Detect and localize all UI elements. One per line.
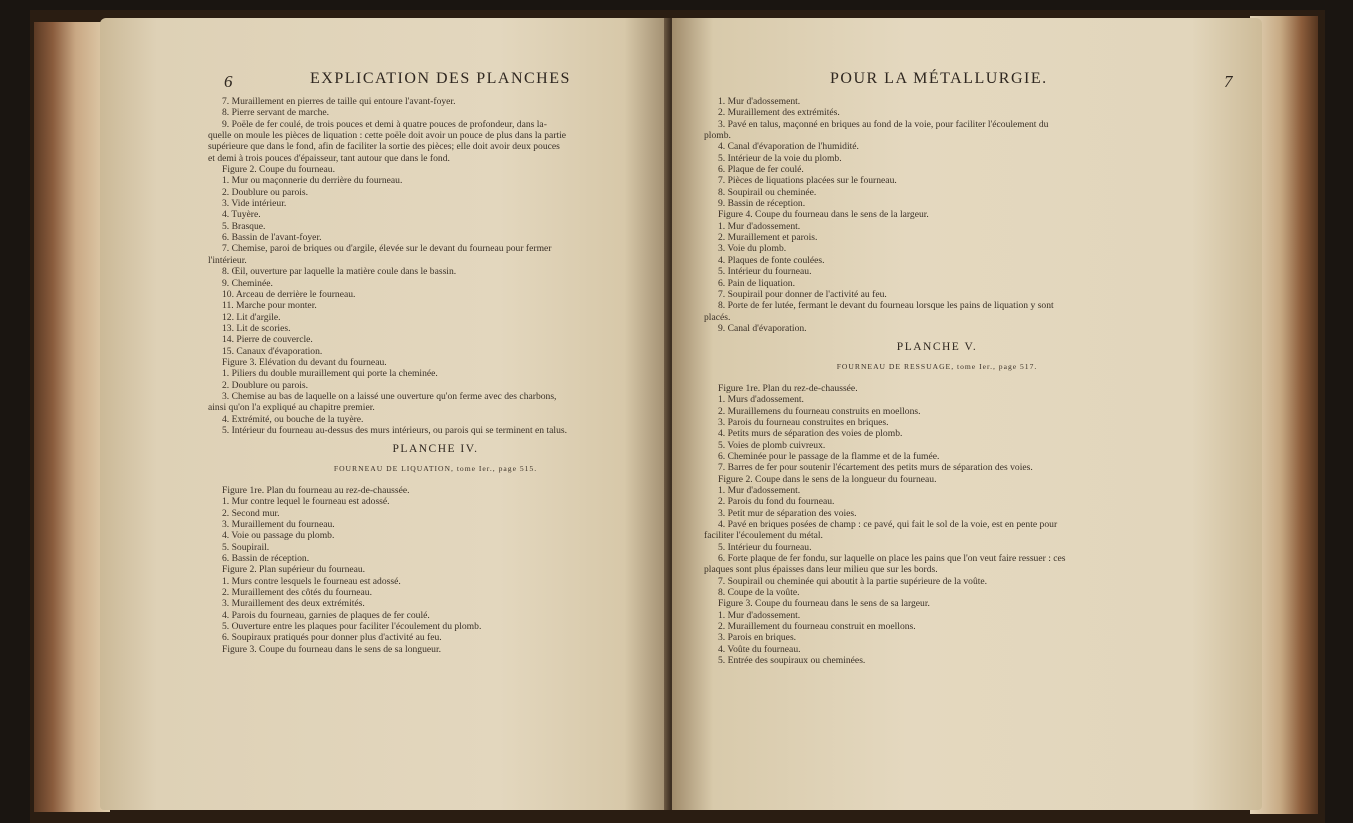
legend-line: 6. Plaque de fer coulé. xyxy=(718,164,804,176)
plate-v-subtitle: FOURNEAU DE RESSUAGE, tome Ier., page 517. xyxy=(836,361,1038,371)
legend-line: 1. Piliers du double muraillement qui porte la cheminée. xyxy=(222,368,438,380)
legend-line: 2. Doublure ou parois. xyxy=(222,379,309,391)
legend-line: 14. Pierre de couvercle. xyxy=(222,334,313,346)
legend-line: 3. Vide intérieur. xyxy=(222,198,287,210)
legend-line: l'intérieur. xyxy=(208,254,247,266)
plate-iv-title: PLANCHE IV. xyxy=(392,444,479,456)
legend-line: 5. Intérieur de la voie du plomb. xyxy=(718,152,842,164)
legend-line: 9. Cheminée. xyxy=(222,277,273,289)
legend-line: quelle on moule les pièces de liquation : cette poële doit avoir un pouce de plus dans la partie xyxy=(208,130,567,142)
legend-line: 4. Voie ou passage du plomb. xyxy=(222,530,335,542)
legend-line: 7. Soupirail pour donner de l'activité au feu. xyxy=(718,288,887,300)
legend-line: 4. Pavé en briques posées de champ : ce pavé, qui fait le sol de la voie, est en pente pour xyxy=(718,519,1058,531)
left-running-header: EXPLICATION DES PLANCHES xyxy=(310,70,571,87)
legend-line: 2. Muraillemens du fourneau construits en moellons. xyxy=(718,405,921,417)
legend-line: Figure 1re. Plan du fourneau au rez-de-chaussée. xyxy=(222,485,410,496)
legend-line: 5. Brasque. xyxy=(222,220,266,232)
legend-line: 3. Voie du plomb. xyxy=(718,243,787,255)
legend-line: 4. Voûte du fourneau. xyxy=(718,643,801,655)
legend-line: 2. Muraillement des côtés du fourneau. xyxy=(222,587,372,599)
legend-line: Figure 3. Elévation du devant du fourneau. xyxy=(222,356,387,368)
legend-line: 3. Muraillement des deux extrémités. xyxy=(222,598,365,610)
left-legend-block-b xyxy=(208,485,663,655)
legend-line: 5. Intérieur du fourneau au-dessus des murs intérieurs, ou parois qui se terminent en talus. xyxy=(222,424,568,436)
legend-line: 5. Intérieur du fourneau. xyxy=(718,266,812,278)
left-page-number: 6 xyxy=(224,72,233,91)
legend-line: 6. Forte plaque de fer fondu, sur laquelle on place les pains que l'on veut faire ressuer : ces xyxy=(718,553,1066,565)
legend-line: 2. Muraillement du fourneau construit en moellons. xyxy=(718,621,916,633)
legend-line: 4. Tuyère. xyxy=(222,209,261,221)
right-text-column xyxy=(704,96,1170,667)
legend-line: plomb. xyxy=(704,130,731,142)
legend-line: 3. Chemise au bas de laquelle on a laissé une ouverture qu'on ferme avec des charbons, xyxy=(222,390,557,402)
legend-line: 8. Porte de fer lutée, fermant le devant du fourneau lorsque les pains de liquation y sont xyxy=(718,300,1054,312)
legend-line: 7. Muraillement en pierres de taille qui entoure l'avant-foyer. xyxy=(222,96,456,107)
legend-line: 3. Petit mur de séparation des voies. xyxy=(718,507,857,519)
left-text-column xyxy=(208,96,663,655)
right-page-number: 7 xyxy=(1224,72,1233,91)
legend-line: 1. Mur d'adossement. xyxy=(718,485,801,496)
legend-line: 13. Lit de scories. xyxy=(222,322,291,334)
left-page-edges xyxy=(34,22,110,812)
legend-line: 2. Muraillement des extrémités. xyxy=(718,107,840,119)
legend-line: 1. Mur ou maçonnerie du derrière du fourneau. xyxy=(222,175,403,187)
legend-line: 3. Parois du fourneau construites en briques. xyxy=(718,416,889,428)
legend-line: 2. Muraillement et parois. xyxy=(718,232,818,244)
legend-line: Figure 3. Coupe du fourneau dans le sens de sa largeur. xyxy=(718,598,930,610)
legend-line: placés. xyxy=(704,311,731,323)
legend-line: 7. Barres de fer pour soutenir l'écartement des petits murs de séparation des voies. xyxy=(718,462,1033,474)
legend-line: et demi à trois pouces d'épaisseur, tant autour que dans le fond. xyxy=(208,152,450,164)
legend-line: Figure 4. Coupe du fourneau dans le sens de la largeur. xyxy=(718,209,929,221)
legend-line: supérieure que dans le fond, afin de faciliter la sortie des pièces; elle doit avoir deux pouces xyxy=(208,141,560,153)
legend-line: 4. Plaques de fonte coulées. xyxy=(718,254,825,266)
legend-line: 7. Chemise, paroi de briques ou d'argile, élevée sur le devant du fourneau pour fermer xyxy=(222,243,552,255)
legend-line: 4. Parois du fourneau, garnies de plaques de fer coulé. xyxy=(222,609,430,621)
right-running-header: POUR LA MÉTALLURGIE. xyxy=(830,70,1048,87)
legend-line: 3. Muraillement du fourneau. xyxy=(222,519,335,531)
legend-line: 7. Pièces de liquations placées sur le fourneau. xyxy=(718,175,897,187)
legend-line: 3. Parois en briques. xyxy=(718,632,797,644)
legend-line: 11. Marche pour monter. xyxy=(222,300,317,312)
legend-line: 1. Murs d'adossement. xyxy=(718,394,804,406)
legend-line: Figure 1re. Plan du rez-de-chaussée. xyxy=(718,382,858,394)
legend-line: 2. Second mur. xyxy=(222,507,280,519)
legend-line: Figure 2. Coupe du fourneau. xyxy=(222,164,335,176)
legend-line: 1. Mur d'adossement. xyxy=(718,609,801,621)
legend-line: 1. Mur d'adossement. xyxy=(718,96,801,107)
legend-line: Figure 2. Coupe dans le sens de la longueur du fourneau. xyxy=(718,473,937,485)
legend-line: 7. Soupirail ou cheminée qui aboutit à la partie supérieure de la voûte. xyxy=(718,575,988,587)
legend-line: ainsi qu'on l'a expliqué au chapitre premier. xyxy=(208,402,375,414)
legend-line: 5. Intérieur du fourneau. xyxy=(718,541,812,553)
legend-line: 12. Lit d'argile. xyxy=(222,311,281,323)
right-legend-block-a xyxy=(704,96,1170,334)
plate-iv-subtitle: FOURNEAU DE LIQUATION, tome Ier., page 515. xyxy=(333,463,538,473)
legend-line: 1. Mur contre lequel le fourneau est adossé. xyxy=(222,496,390,508)
right-page xyxy=(672,18,1262,810)
legend-line: 2. Doublure ou parois. xyxy=(222,186,309,198)
legend-line: 9. Poële de fer coulé, de trois pouces et demi à quatre pouces de profondeur, dans la- xyxy=(222,118,547,130)
legend-line: 1. Murs contre lesquels le fourneau est adossé. xyxy=(222,575,401,587)
right-legend-block-b xyxy=(704,383,1170,667)
legend-line: 6. Cheminée pour le passage de la flamme et de la fumée. xyxy=(718,450,940,462)
legend-line: 8. Pierre servant de marche. xyxy=(222,107,330,119)
legend-line: 6. Bassin de l'avant-foyer. xyxy=(222,232,322,244)
left-legend-block-a xyxy=(208,96,663,436)
legend-line: 9. Canal d'évaporation. xyxy=(718,322,807,334)
legend-line: 5. Entrée des soupiraux ou cheminées. xyxy=(718,655,866,667)
legend-line: 4. Canal d'évaporation de l'humidité. xyxy=(718,141,859,153)
plate-v-title: PLANCHE V. xyxy=(896,342,978,354)
left-page xyxy=(100,18,670,810)
legend-line: 15. Canaux d'évaporation. xyxy=(222,345,323,357)
legend-line: Figure 3. Coupe du fourneau dans le sens de sa longueur. xyxy=(222,643,442,655)
legend-line: plaques sont plus épaisses dans leur milieu que sur les bords. xyxy=(704,564,938,576)
legend-line: 5. Soupirail. xyxy=(222,541,270,553)
legend-line: 3. Pavé en talus, maçonné en briques au fond de la voie, pour faciliter l'écoulement du xyxy=(718,118,1049,130)
legend-line: 8. Soupirail ou cheminée. xyxy=(718,186,817,198)
legend-line: 4. Extrémité, ou bouche de la tuyère. xyxy=(222,413,364,425)
legend-line: 10. Arceau de derrière le fourneau. xyxy=(222,288,356,300)
legend-line: 5. Voies de plomb cuivreux. xyxy=(718,439,826,451)
legend-line: Figure 2. Plan supérieur du fourneau. xyxy=(222,564,366,576)
legend-line: 6. Bassin de réception. xyxy=(222,553,310,565)
legend-line: 8. Coupe de la voûte. xyxy=(718,587,800,599)
legend-line: faciliter l'écoulement du métal. xyxy=(704,530,823,542)
legend-line: 6. Soupiraux pratiqués pour donner plus d'activité au feu. xyxy=(222,632,442,644)
legend-line: 1. Mur d'adossement. xyxy=(718,220,801,232)
legend-line: 6. Pain de liquation. xyxy=(718,277,796,289)
legend-line: 2. Parois du fond du fourneau. xyxy=(718,496,835,508)
legend-line: 4. Petits murs de séparation des voies de plomb. xyxy=(718,428,903,440)
legend-line: 9. Bassin de réception. xyxy=(718,198,806,210)
legend-line: 8. Œil, ouverture par laquelle la matière coule dans le bassin. xyxy=(222,266,457,278)
legend-line: 5. Ouverture entre les plaques pour faciliter l'écoulement du plomb. xyxy=(222,621,482,633)
